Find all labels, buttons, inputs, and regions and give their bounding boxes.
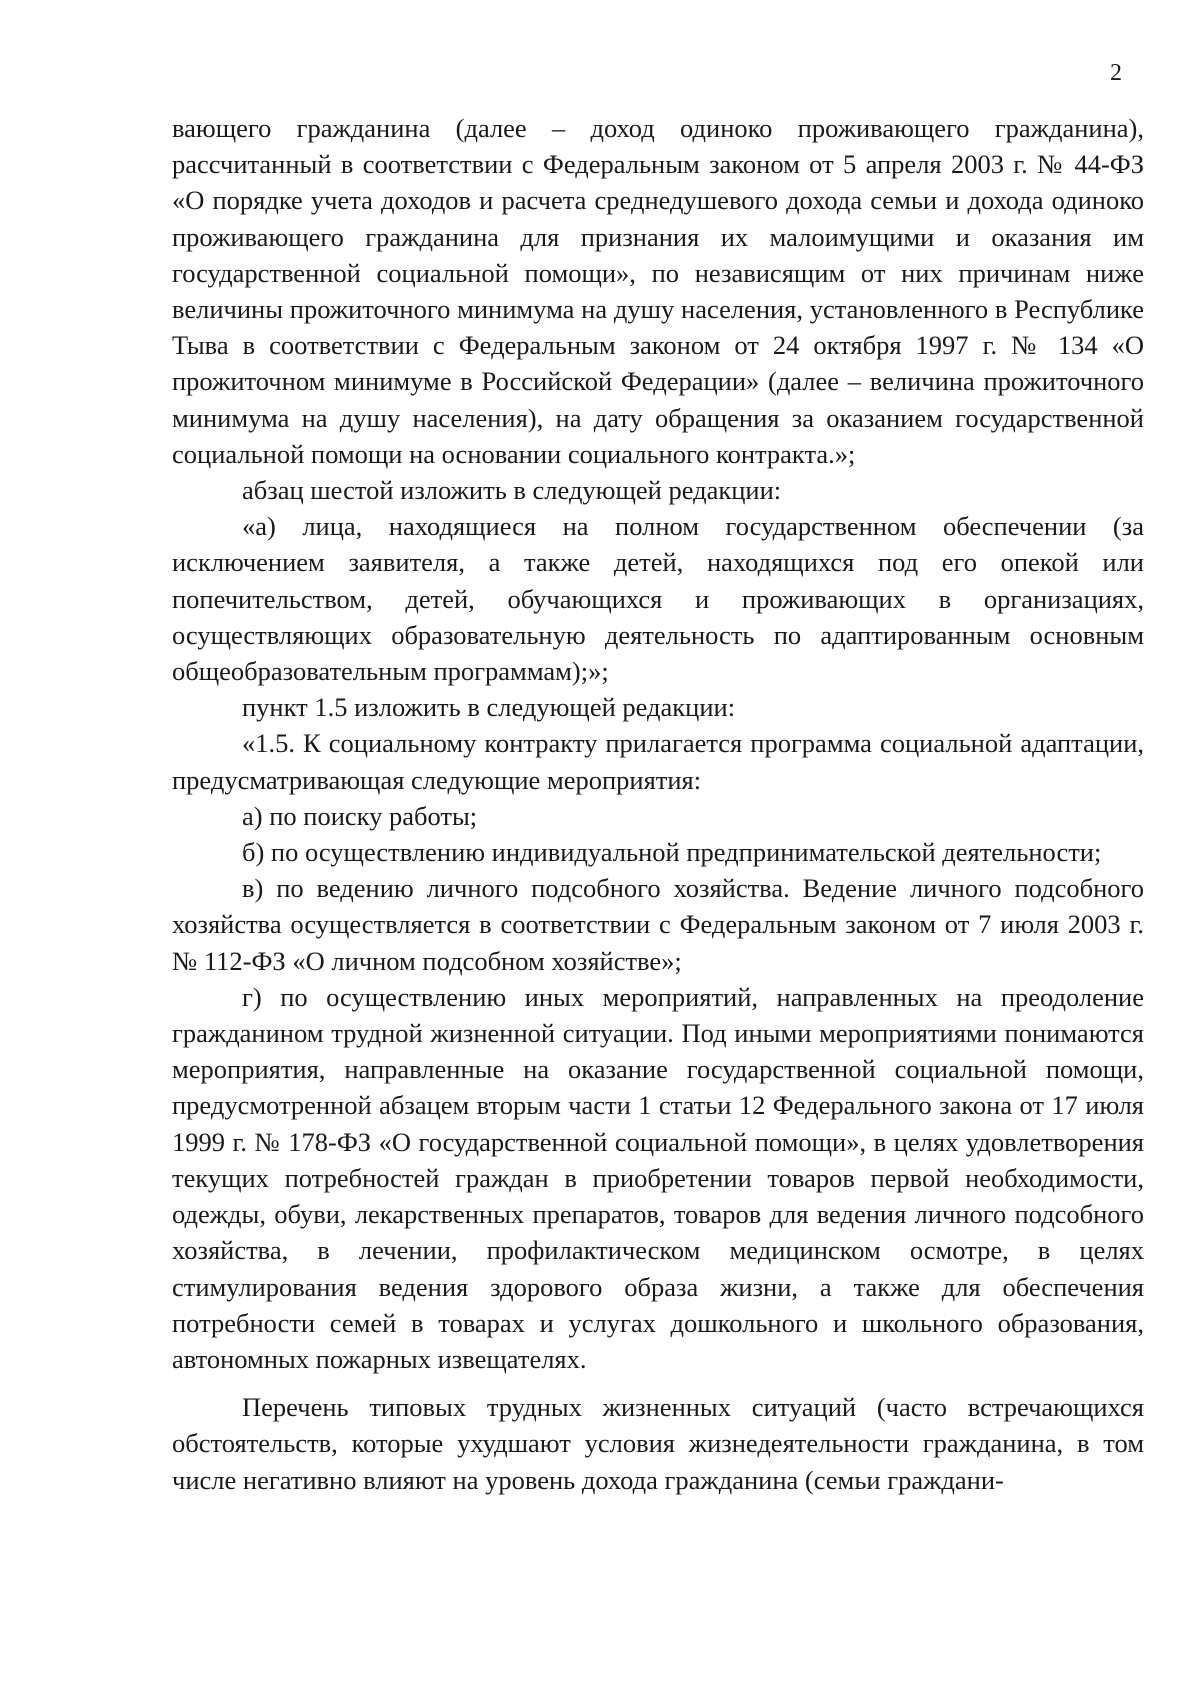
paragraph-item-a: «а) лица, находящиеся на полном государственном обеспечении (за исключением заявителя, а также детей, находящихся под его опекой или попечительством, детей, обучающихся и проживающих в организациях, осуществляющих образовательную деятельность по адаптированным основным общеобразовательным программам);»; bbox=[172, 511, 1144, 687]
list-item-v: в) по ведению личного подсобного хозяйства. Ведение личного подсобного хозяйства осуществляется в соответствии с Федеральным законом от 7 июля 2003 г. № 112-ФЗ «О личном подсобном хозяйстве»; bbox=[172, 873, 1144, 976]
paragraph-punkt-1-5: пункт 1.5 изложить в следующей редакции: bbox=[242, 692, 736, 723]
document-body bbox=[172, 110, 1144, 1498]
list-item-a: а) по поиску работы; bbox=[242, 800, 478, 831]
paragraph-continuation: вающего гражданина (далее – доход одиноко проживающего гражданина), рассчитанный в соответствии с Федеральным законом от 5 апреля 2003 г. № 44-ФЗ «О порядке учета доходов и расчета среднедушевого дохода семьи и дохода одиноко проживающего гражданина для признания их малоимущими и оказания им государственной социальной помощи», по независящим от них причинам ниже величины прожиточного минимума на душу населения, установленного в Республике Тыва в соответствии с Федеральным законом от 24 октября 1997 г. № 134 «О прожиточном минимуме в Российской Федерации» (далее – величина прожиточного минимума на душу населения), на дату обращения за оказанием государственной социальной помощи на основании социального контракта.»; bbox=[172, 113, 1144, 469]
paragraph-abzac-shestoy: абзац шестой изложить в следующей редакции: bbox=[242, 475, 782, 506]
paragraph-perechen: Перечень типовых трудных жизненных ситуаций (часто встречающихся обстоятельств, которые ухудшают условия жизнедеятельности гражданина, в том числе негативно влияют на уровень дохода гражданина (семьи граждани- bbox=[172, 1392, 1144, 1495]
paragraph-1-5-text: «1.5. К социальному контракту прилагается программа социальной адаптации, предусматривающая следующие мероприятия: bbox=[172, 728, 1144, 795]
list-item-g: г) по осуществлению иных мероприятий, направленных на преодоление гражданином трудной жизненной ситуации. Под иными мероприятиями понимаются мероприятия, направленные на оказание государственной социальной помощи, предусмотренной абзацем вторым части 1 статьи 12 Федерального закона от 17 июля 1999 г. № 178-ФЗ «О государственной социальной помощи», в целях удовлетворения текущих потребностей граждан в приобретении товаров первой необходимости, одежды, обуви, лекарственных препаратов, товаров для ведения личного подсобного хозяйства, в лечении, профилактическом медицинском осмотре, в целях стимулирования ведения здорового образа жизни, а также для обеспечения потребности семей в товарах и услугах дошкольного и школьного образования, автономных пожарных извещателях. bbox=[172, 981, 1144, 1374]
list-item-b: б) по осуществлению индивидуальной предпринимательской деятельности; bbox=[242, 837, 1102, 868]
page-number: 2 bbox=[1110, 60, 1122, 86]
